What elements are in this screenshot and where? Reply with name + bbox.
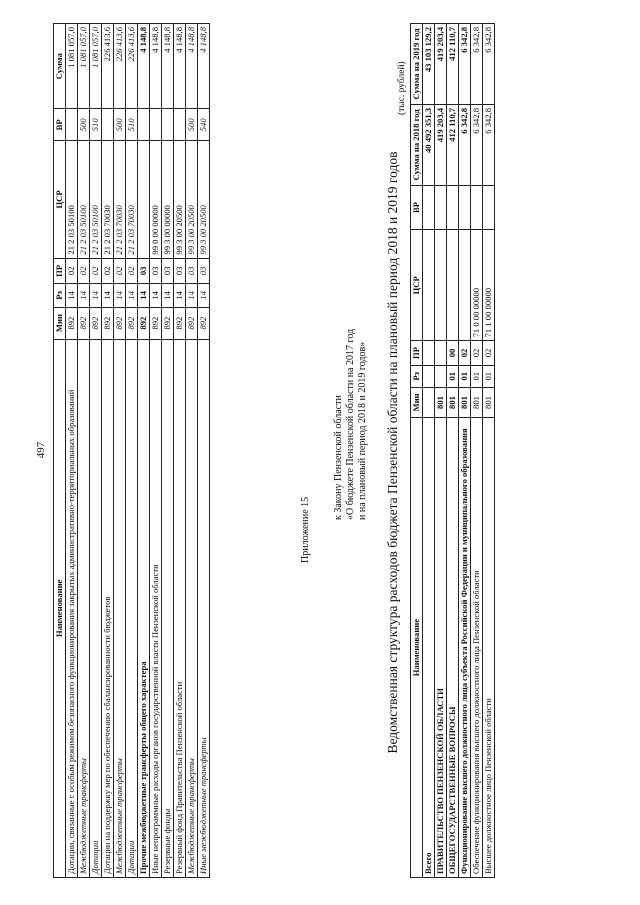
row-pr: 00 bbox=[447, 341, 459, 365]
row-sum: 4 148,8 bbox=[174, 24, 186, 109]
row-vr: 540 bbox=[198, 109, 210, 141]
row-csr: 21 2 03 70030 bbox=[126, 141, 138, 258]
row-name: Межбюджетные трансферты bbox=[114, 339, 126, 877]
row-pr: 02 bbox=[66, 258, 78, 284]
row-pr: 02 bbox=[459, 341, 471, 365]
row-vr: 510 bbox=[126, 109, 138, 141]
row-pr bbox=[423, 341, 435, 365]
row-min: 801 bbox=[435, 387, 447, 417]
row-min: 892 bbox=[78, 307, 90, 339]
header-sum-2019: Сумма на 2019 год bbox=[411, 24, 423, 105]
header-csr: ЦСР bbox=[54, 141, 66, 258]
row-vr: 500 bbox=[78, 109, 90, 141]
row-sum: 1 081 057,0 bbox=[78, 24, 90, 109]
appendix-number: Приложение 15 bbox=[300, 496, 311, 563]
appendix-lines bbox=[333, 329, 369, 520]
row-csr: 21 2 03 50100 bbox=[66, 141, 78, 258]
row-rz: 14 bbox=[150, 284, 162, 307]
appendix-note bbox=[300, 125, 313, 565]
row-rz: 01 bbox=[483, 365, 495, 387]
row-min: 892 bbox=[138, 307, 150, 339]
page-number: 497 bbox=[35, 441, 47, 459]
row-pr: 02 bbox=[114, 258, 126, 284]
table-row bbox=[126, 24, 138, 878]
row-name: Дотации на поддержку мер по обеспечению сбалансированности бюджетов bbox=[102, 339, 114, 877]
row-pr: 03 bbox=[186, 258, 198, 284]
header-sum: Сумма bbox=[54, 24, 66, 109]
row-vr bbox=[459, 185, 471, 229]
table-row bbox=[150, 24, 162, 878]
table-row bbox=[447, 24, 459, 878]
row-csr: 71 0 00 00000 bbox=[471, 230, 483, 341]
row-vr: 500 bbox=[114, 109, 126, 141]
row-sum: 226 413,6 bbox=[102, 24, 114, 109]
row-csr: 71 1 00 00000 bbox=[483, 230, 495, 341]
header-pr: ПР bbox=[54, 258, 66, 284]
row-csr: 21 2 03 70030 bbox=[114, 141, 126, 258]
expenditure-table-continued bbox=[53, 23, 210, 878]
row-rz: 14 bbox=[138, 284, 150, 307]
row-name: Иные непрограммные расходы органов государственной власти Пензенской области bbox=[150, 339, 162, 877]
row-min: 892 bbox=[150, 307, 162, 339]
row-min: 801 bbox=[447, 387, 459, 417]
row-sum: 226 413,6 bbox=[114, 24, 126, 109]
document-title: Ведомственная структура расходов бюджета Пензенской области на плановый период 2018 и 2019 годов bbox=[385, 151, 400, 754]
row-name: ОБЩЕГОСУДАРСТВЕННЫЕ ВОПРОСЫ bbox=[447, 418, 459, 878]
row-min: 892 bbox=[66, 307, 78, 339]
row-sum: 4 148,8 bbox=[138, 24, 150, 109]
header-name: Наименование bbox=[411, 418, 423, 878]
row-sum-2018: 419 203,4 bbox=[435, 104, 447, 185]
row-rz: 01 bbox=[447, 365, 459, 387]
row-csr: 99 3 00 20500 bbox=[198, 141, 210, 258]
table-row bbox=[90, 24, 102, 878]
row-sum: 4 148,8 bbox=[150, 24, 162, 109]
header-rz: Рз bbox=[54, 284, 66, 307]
row-pr: 03 bbox=[162, 258, 174, 284]
row-rz: 14 bbox=[114, 284, 126, 307]
row-name: Обеспечение функционирования высшего должностного лица Пензенской области bbox=[471, 418, 483, 878]
row-rz: 14 bbox=[90, 284, 102, 307]
row-rz: 14 bbox=[78, 284, 90, 307]
row-csr: 21 2 03 70030 bbox=[102, 141, 114, 258]
row-min: 892 bbox=[174, 307, 186, 339]
row-pr: 03 bbox=[150, 258, 162, 284]
table-row bbox=[78, 24, 90, 878]
row-name: Иные межбюджетные трансферты bbox=[198, 339, 210, 877]
row-sum: 226 413,6 bbox=[126, 24, 138, 109]
row-name: Межбюджетные трансферты bbox=[78, 339, 90, 877]
table-row bbox=[483, 24, 495, 878]
row-name: Высшее должностное лицо Пензенской области bbox=[483, 418, 495, 878]
table-row bbox=[138, 24, 150, 878]
appendix-line-2: «О бюджете Пензенской области на 2017 год bbox=[345, 328, 356, 520]
row-sum: 1 081 057,0 bbox=[90, 24, 102, 109]
row-min: 801 bbox=[483, 387, 495, 417]
row-name: Функционирование высшего должностного лица субъекта Российской Федерации и муниципального образования bbox=[459, 418, 471, 878]
row-rz: 01 bbox=[459, 365, 471, 387]
row-name: Всего bbox=[423, 418, 435, 878]
row-pr bbox=[435, 341, 447, 365]
row-rz: 14 bbox=[174, 284, 186, 307]
row-min: 892 bbox=[186, 307, 198, 339]
header-vr: ВР bbox=[411, 185, 423, 229]
row-pr: 02 bbox=[126, 258, 138, 284]
row-min: 892 bbox=[90, 307, 102, 339]
row-vr bbox=[447, 185, 459, 229]
row-rz: 14 bbox=[126, 284, 138, 307]
row-csr: 21 2 03 50100 bbox=[78, 141, 90, 258]
row-min: 801 bbox=[471, 387, 483, 417]
appendix-line-3: и на плановый период 2018 и 2019 годов» bbox=[357, 341, 368, 520]
row-vr bbox=[138, 109, 150, 141]
table-row bbox=[459, 24, 471, 878]
table-row bbox=[66, 24, 78, 878]
table-header-row bbox=[54, 24, 66, 878]
row-csr bbox=[138, 141, 150, 258]
row-rz: 14 bbox=[102, 284, 114, 307]
row-vr bbox=[174, 109, 186, 141]
row-rz: 14 bbox=[66, 284, 78, 307]
row-name: Дотации bbox=[126, 339, 138, 877]
row-min: 892 bbox=[162, 307, 174, 339]
row-name: Резервный фонд Правительства Пензенской области bbox=[174, 339, 186, 877]
header-pr: ПР bbox=[411, 341, 423, 365]
row-pr: 03 bbox=[138, 258, 150, 284]
table-row bbox=[198, 24, 210, 878]
table-row bbox=[435, 24, 447, 878]
table-row bbox=[114, 24, 126, 878]
table-row bbox=[423, 24, 435, 878]
table-row bbox=[162, 24, 174, 878]
appendix-line-1: к Закону Пензенской области bbox=[333, 395, 344, 520]
row-csr: 21 2 03 50100 bbox=[90, 141, 102, 258]
row-min: 892 bbox=[198, 307, 210, 339]
header-name: Наименование bbox=[54, 339, 66, 877]
row-rz bbox=[435, 365, 447, 387]
departmental-structure-table bbox=[410, 23, 495, 878]
row-min: 801 bbox=[459, 387, 471, 417]
row-pr: 03 bbox=[198, 258, 210, 284]
row-csr bbox=[459, 230, 471, 341]
header-csr: ЦСР bbox=[411, 230, 423, 341]
row-csr bbox=[447, 230, 459, 341]
row-sum-2018: 40 492 351,3 bbox=[423, 104, 435, 185]
row-sum: 4 148,8 bbox=[162, 24, 174, 109]
row-name: Резервные фонды bbox=[162, 339, 174, 877]
row-csr: 99 3 00 20500 bbox=[174, 141, 186, 258]
row-sum-2019: 6 342,8 bbox=[471, 24, 483, 105]
row-sum-2018: 6 342,8 bbox=[483, 104, 495, 185]
row-vr bbox=[435, 185, 447, 229]
header-min: Мин bbox=[411, 387, 423, 417]
row-min: 892 bbox=[114, 307, 126, 339]
row-name: Дотации, связанные с особым режимом безопасного функционирования закрытых административно-территориальных образований bbox=[66, 339, 78, 877]
row-sum-2018: 6 342,8 bbox=[471, 104, 483, 185]
row-sum-2019: 419 203,4 bbox=[435, 24, 447, 105]
table-row bbox=[186, 24, 198, 878]
table-row bbox=[102, 24, 114, 878]
table-header-row bbox=[411, 24, 423, 878]
units-label: (тыс. рублей) bbox=[397, 61, 407, 115]
row-name: Дотации bbox=[90, 339, 102, 877]
row-pr: 02 bbox=[471, 341, 483, 365]
row-rz: 14 bbox=[198, 284, 210, 307]
row-vr bbox=[423, 185, 435, 229]
row-sum-2019: 43 103 129,2 bbox=[423, 24, 435, 105]
row-pr: 02 bbox=[78, 258, 90, 284]
header-min: Мин bbox=[54, 307, 66, 339]
row-sum: 4 148,8 bbox=[198, 24, 210, 109]
row-vr bbox=[102, 109, 114, 141]
row-vr bbox=[66, 109, 78, 141]
row-csr bbox=[435, 230, 447, 341]
row-pr: 02 bbox=[102, 258, 114, 284]
row-min: 892 bbox=[102, 307, 114, 339]
row-csr: 99 3 00 20500 bbox=[186, 141, 198, 258]
row-vr bbox=[483, 185, 495, 229]
row-min: 892 bbox=[126, 307, 138, 339]
row-sum-2018: 6 342,8 bbox=[459, 104, 471, 185]
row-pr: 02 bbox=[483, 341, 495, 365]
row-rz bbox=[423, 365, 435, 387]
row-vr: 510 bbox=[90, 109, 102, 141]
row-sum: 4 148,8 bbox=[186, 24, 198, 109]
row-sum-2018: 412 110,7 bbox=[447, 104, 459, 185]
row-pr: 02 bbox=[90, 258, 102, 284]
row-rz: 14 bbox=[186, 284, 198, 307]
row-csr bbox=[423, 230, 435, 341]
header-vr: ВР bbox=[54, 109, 66, 141]
row-sum-2019: 412 110,7 bbox=[447, 24, 459, 105]
row-sum: 1 081 057,0 bbox=[66, 24, 78, 109]
row-sum-2019: 6 342,8 bbox=[459, 24, 471, 105]
table-row bbox=[174, 24, 186, 878]
row-rz: 01 bbox=[471, 365, 483, 387]
row-name: ПРАВИТЕЛЬСТВО ПЕНЗЕНСКОЙ ОБЛАСТИ bbox=[435, 418, 447, 878]
row-min bbox=[423, 387, 435, 417]
row-name: Межбюджетные трансферты bbox=[186, 339, 198, 877]
table-row bbox=[471, 24, 483, 878]
header-rz: Рз bbox=[411, 365, 423, 387]
header-sum-2018: Сумма на 2018 год bbox=[411, 104, 423, 185]
row-csr: 99 3 00 00000 bbox=[162, 141, 174, 258]
row-vr: 500 bbox=[186, 109, 198, 141]
row-csr: 99 0 00 00000 bbox=[150, 141, 162, 258]
row-vr bbox=[150, 109, 162, 141]
row-name: Прочие межбюджетные трансферты общего характера bbox=[138, 339, 150, 877]
row-vr bbox=[471, 185, 483, 229]
row-pr: 03 bbox=[174, 258, 186, 284]
row-vr bbox=[162, 109, 174, 141]
row-rz: 14 bbox=[162, 284, 174, 307]
row-sum-2019: 6 342,8 bbox=[483, 24, 495, 105]
